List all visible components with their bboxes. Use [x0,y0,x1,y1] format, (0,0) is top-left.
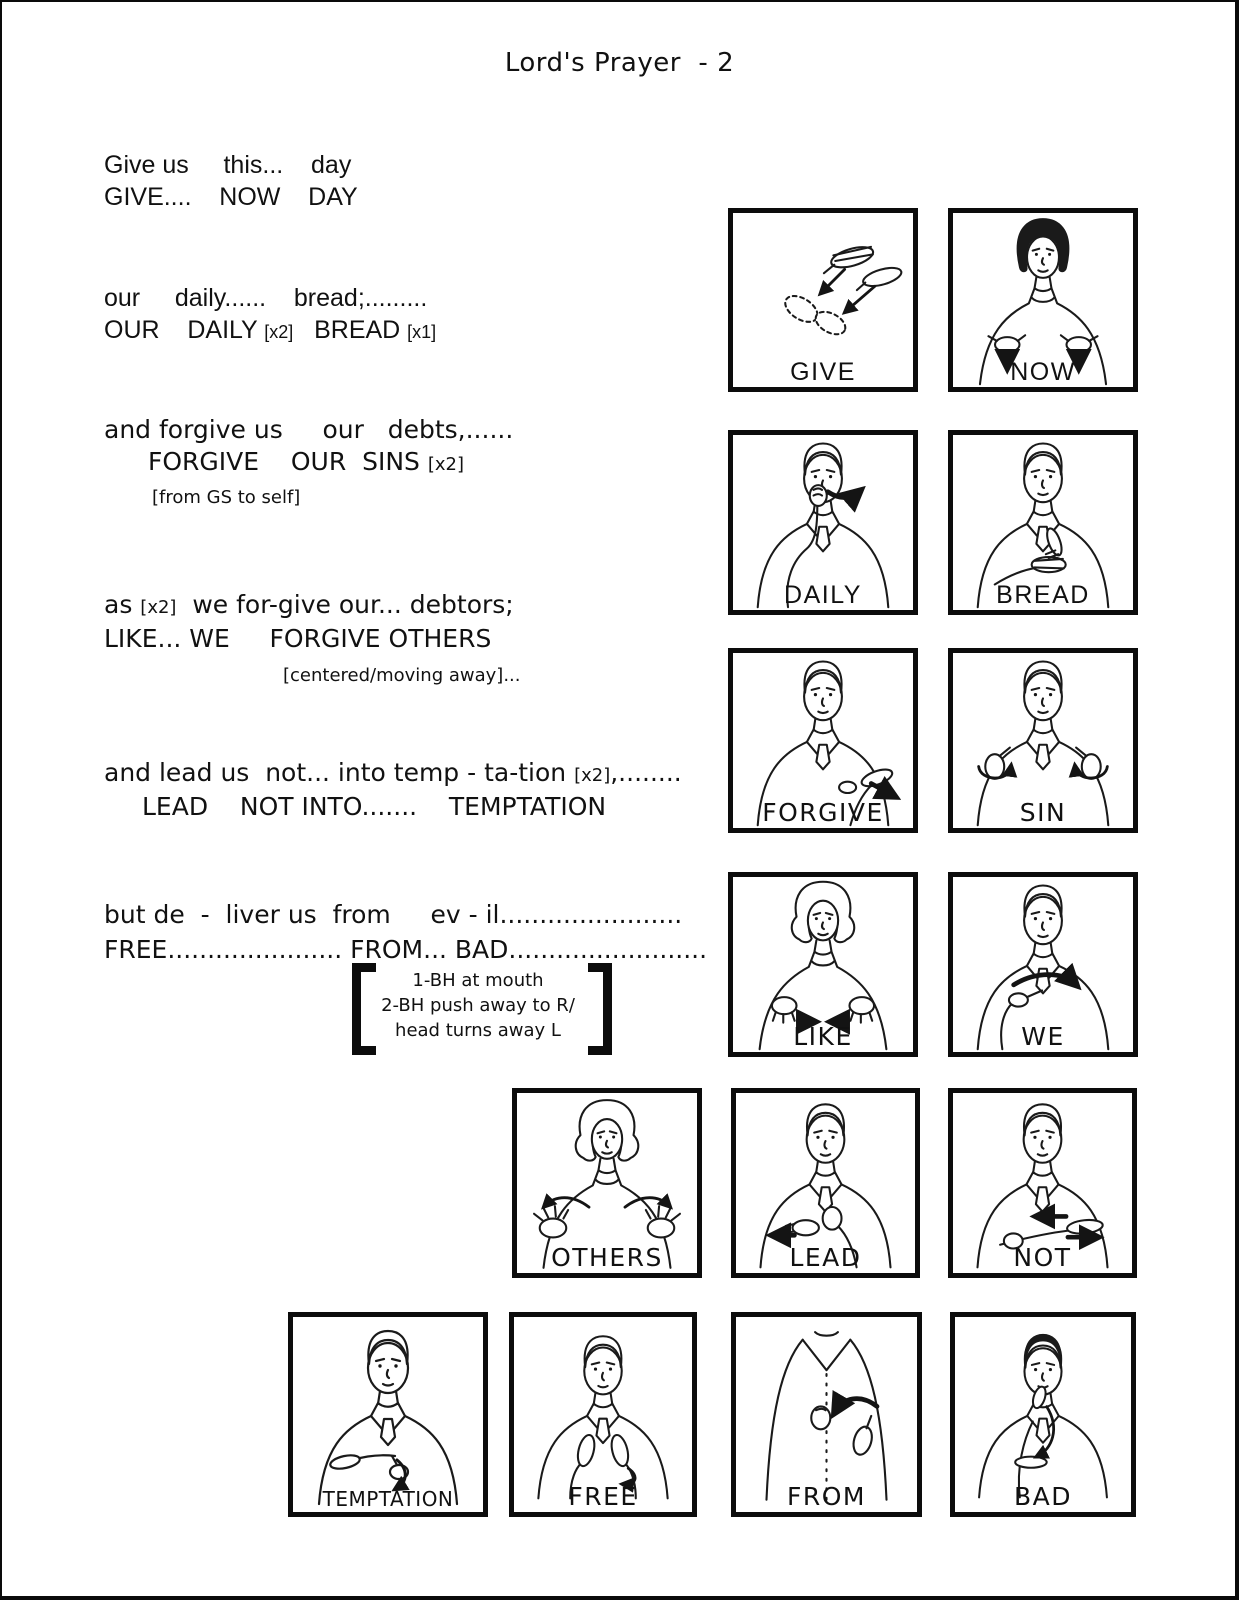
sign-panel-lead [731,1088,920,1278]
sign-label-we: WE [1021,1021,1065,1051]
sign-panel-temptation [288,1312,488,1517]
sign-panel-others [512,1088,702,1278]
prayer-line-give-us-this-day: Give us this... day [104,151,352,179]
sign-label-daily: DAILY [784,580,862,609]
sign-label-not: NOT [1013,1242,1072,1272]
sign-panel-bad [950,1312,1136,1517]
gloss-line-give-now-day: GIVE.... NOW DAY [104,183,358,211]
note-bracket-right [588,963,612,1055]
note-centered-moving-away: [centered/moving away]... [283,665,521,686]
sign-panel-like [728,872,918,1057]
sign-panel-bread [948,430,1138,615]
sign-panel-now [948,208,1138,392]
execution-note [378,968,578,1043]
sign-panel-forgive [728,648,918,833]
execution-note-line-2: 2-BH push away to R/ [381,995,575,1016]
sign-label-forgive: FORGIVE [762,797,884,827]
sign-panel-give [728,208,918,392]
sign-label-bread: BREAD [996,580,1090,609]
sign-label-like: LIKE [793,1021,853,1051]
sign-panel-not [948,1088,1137,1278]
sign-label-now: NOW [1010,357,1076,386]
gloss-line-like-we-forgive: LIKE... WE FORGIVE OTHERS [104,624,492,653]
sign-label-bad: BAD [1013,1481,1072,1511]
prayer-line-as-we-forgive: as [x2] we for-give our... debtors; [104,590,514,619]
prayer-line-forgive-debts: and forgive us our debts,...... [104,415,514,444]
sign-label-give: GIVE [790,357,856,386]
sign-panel-free [509,1312,697,1517]
note-bracket-left [352,963,376,1055]
sign-panel-from [731,1312,922,1517]
sign-label-from: FROM [787,1481,866,1511]
sign-label-sin: SIN [1019,797,1067,827]
sign-panel-daily [728,430,918,615]
sign-label-free: FREE [568,1481,638,1511]
gloss-line-free-from-bad: FREE...................... FROM... BAD......................... [104,935,708,964]
sign-label-others: OTHERS [551,1242,663,1272]
gloss-line-forgive-our-sins: FORGIVE OUR SINS [x2] [148,447,465,476]
temptation-sign-illustration [293,1317,483,1512]
sign-panel-sin [948,648,1138,833]
prayer-line-deliver-from-evil: but de - liver us from ev - il....................... [104,900,683,929]
page-title: Lord's Prayer - 2 [504,48,735,78]
execution-note-line-1: 1-BH at mouth [412,970,544,991]
note-from-gs-to-self: [from GS to self] [152,487,301,508]
gloss-line-lead-not-into: LEAD NOT INTO....... TEMPTATION [142,792,607,821]
sign-panel-we [948,872,1138,1057]
gloss-line-our-daily-bread: OUR DAILY [x2] BREAD [x1] [104,316,437,344]
execution-note-line-3: head turns away L [395,1020,561,1041]
sign-label-lead: LEAD [789,1242,862,1272]
prayer-line-lead-us-not: and lead us not... into temp - ta-tion [x2],........ [104,758,682,787]
sign-label-temptation: TEMPTATION [322,1487,454,1511]
prayer-line-our-daily-bread: our daily...... bread;......... [104,284,428,312]
